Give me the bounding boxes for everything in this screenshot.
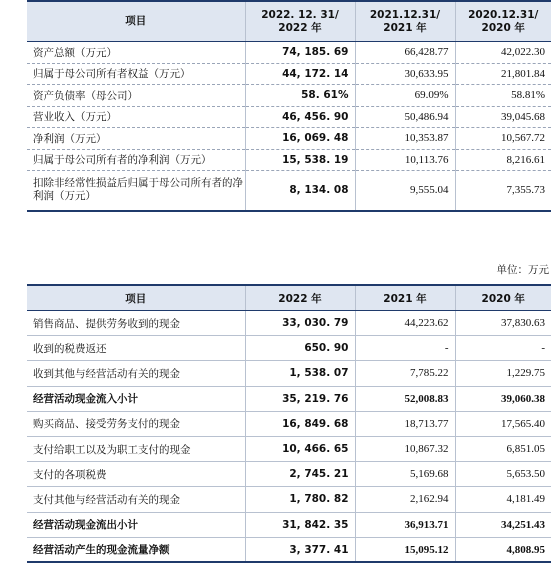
table-row xyxy=(27,311,551,336)
value-2020: 1,229.75 xyxy=(455,361,551,386)
row-label: 经营活动现金流入小计 xyxy=(27,386,245,411)
cash-flow-table xyxy=(27,284,551,563)
row-label: 支付其他与经营活动有关的现金 xyxy=(27,487,245,512)
table-row xyxy=(27,149,551,171)
value-2022: 35, 219. 76 xyxy=(245,386,355,411)
value-2022: 16, 069. 48 xyxy=(245,128,355,150)
value-2022: 58. 61% xyxy=(245,85,355,107)
value-2020: 8,216.61 xyxy=(455,149,551,171)
value-2021: 52,008.83 xyxy=(355,386,455,411)
value-2020: 34,251.43 xyxy=(455,512,551,537)
value-2020: 4,181.49 xyxy=(455,487,551,512)
table-row xyxy=(27,537,551,562)
value-2021: 36,913.71 xyxy=(355,512,455,537)
table-header-row xyxy=(27,1,551,42)
financial-summary-table xyxy=(27,0,551,212)
unit-label: 单位：万元 xyxy=(496,264,549,276)
value-2022: 31, 842. 35 xyxy=(245,512,355,537)
value-2020: 37,830.63 xyxy=(455,311,551,336)
value-2020: 7,355.73 xyxy=(455,171,551,211)
value-2022: 15, 538. 19 xyxy=(245,149,355,171)
row-label: 资产总额（万元） xyxy=(27,42,245,64)
table-row xyxy=(27,462,551,487)
value-2020: 17,565.40 xyxy=(455,411,551,436)
row-label: 支付的各项税费 xyxy=(27,462,245,487)
table-row xyxy=(27,171,551,211)
value-2020: 39,060.38 xyxy=(455,386,551,411)
value-2021: 30,633.95 xyxy=(355,63,455,85)
value-2020: 58.81% xyxy=(455,85,551,107)
row-label: 收到其他与经营活动有关的现金 xyxy=(27,361,245,386)
value-2021: 9,555.04 xyxy=(355,171,455,211)
row-label: 扣除非经常性损益后归属于母公司所有者的净利润（万元） xyxy=(33,177,243,203)
value-2022: 3, 377. 41 xyxy=(245,537,355,562)
value-2020: 4,808.95 xyxy=(455,537,551,562)
value-2022: 2, 745. 21 xyxy=(245,462,355,487)
row-label: 净利润（万元） xyxy=(27,128,245,150)
header-2020: 2020 年 xyxy=(455,285,551,311)
value-2020: 6,851.05 xyxy=(455,436,551,461)
table-row xyxy=(27,63,551,85)
header-item: 项目 xyxy=(27,1,245,42)
row-label: 归属于母公司所有者权益（万元） xyxy=(27,63,245,85)
row-label: 支付给职工以及为职工支付的现金 xyxy=(27,436,245,461)
header-2021: 2021.12.31/ 2021 年 xyxy=(355,1,455,42)
value-2021: 2,162.94 xyxy=(355,487,455,512)
value-2021: 44,223.62 xyxy=(355,311,455,336)
table-row xyxy=(27,411,551,436)
value-2020: 21,801.84 xyxy=(455,63,551,85)
row-label: 购买商品、接受劳务支付的现金 xyxy=(27,411,245,436)
header-2022: 2022. 12. 31/ 2022 年 xyxy=(245,1,355,42)
value-2020: 39,045.68 xyxy=(455,106,551,128)
value-2022: 44, 172. 14 xyxy=(245,63,355,85)
table-row xyxy=(27,512,551,537)
value-2021: 10,353.87 xyxy=(355,128,455,150)
row-label: 收到的税费返还 xyxy=(27,336,245,361)
table-row xyxy=(27,436,551,461)
value-2022: 46, 456. 90 xyxy=(245,106,355,128)
value-2021: 66,428.77 xyxy=(355,42,455,64)
row-label: 资产负债率（母公司） xyxy=(27,85,245,107)
row-label: 经营活动产生的现金流量净额 xyxy=(33,544,170,557)
value-2021: 15,095.12 xyxy=(355,537,455,562)
value-2021: 50,486.94 xyxy=(355,106,455,128)
value-2021: 18,713.77 xyxy=(355,411,455,436)
row-label: 营业收入（万元） xyxy=(27,106,245,128)
table-row xyxy=(27,85,551,107)
value-2022: 8, 134. 08 xyxy=(245,171,355,211)
value-2020: - xyxy=(455,336,551,361)
table-row xyxy=(27,361,551,386)
value-2022: 650. 90 xyxy=(245,336,355,361)
header-item: 项目 xyxy=(27,285,245,311)
table-header-row xyxy=(27,285,551,311)
value-2021: 10,867.32 xyxy=(355,436,455,461)
value-2022: 74, 185. 69 xyxy=(245,42,355,64)
row-label: 销售商品、提供劳务收到的现金 xyxy=(27,311,245,336)
table-row xyxy=(27,42,551,64)
table-row xyxy=(27,106,551,128)
header-2021: 2021 年 xyxy=(355,285,455,311)
value-2021: 10,113.76 xyxy=(355,149,455,171)
value-2021: - xyxy=(355,336,455,361)
header-2022: 2022 年 xyxy=(245,285,355,311)
value-2022: 16, 849. 68 xyxy=(245,411,355,436)
value-2021: 7,785.22 xyxy=(355,361,455,386)
table-row xyxy=(27,386,551,411)
row-label: 归属于母公司所有者的净利润（万元） xyxy=(27,149,245,171)
table-row xyxy=(27,487,551,512)
value-2020: 10,567.72 xyxy=(455,128,551,150)
value-2020: 5,653.50 xyxy=(455,462,551,487)
value-2022: 1, 538. 07 xyxy=(245,361,355,386)
value-2022: 1, 780. 82 xyxy=(245,487,355,512)
table-row xyxy=(27,336,551,361)
value-2021: 5,169.68 xyxy=(355,462,455,487)
value-2021: 69.09% xyxy=(355,85,455,107)
value-2022: 33, 030. 79 xyxy=(245,311,355,336)
value-2022: 10, 466. 65 xyxy=(245,436,355,461)
value-2020: 42,022.30 xyxy=(455,42,551,64)
header-2020: 2020.12.31/ 2020 年 xyxy=(455,1,551,42)
table-row xyxy=(27,128,551,150)
row-label: 经营活动现金流出小计 xyxy=(27,512,245,537)
